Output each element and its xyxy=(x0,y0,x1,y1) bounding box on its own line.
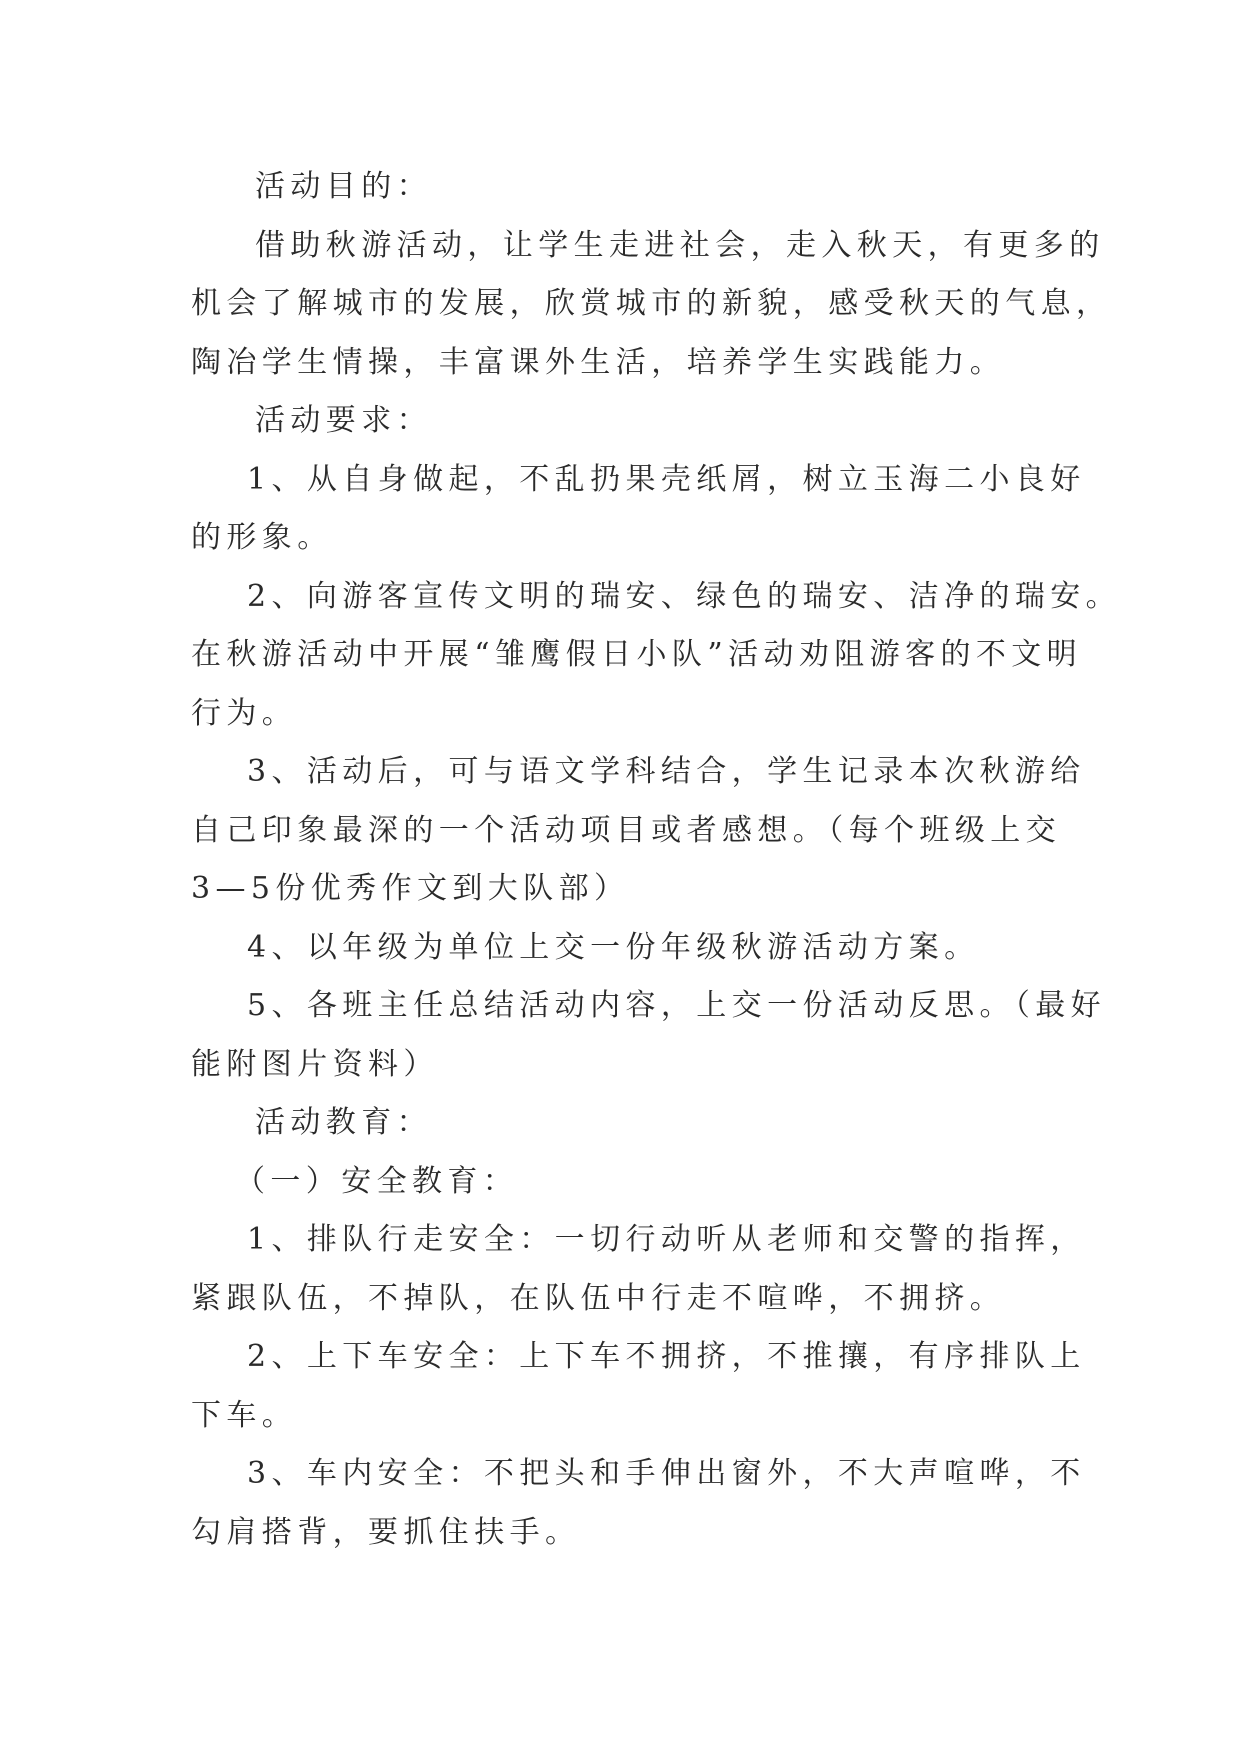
list-item-line: 4、以年级为单位上交一份年级秋游活动方案。 xyxy=(247,929,980,965)
list-item-line: 下车。 xyxy=(191,1397,298,1433)
document-body xyxy=(191,158,1122,1562)
list-item-line: 自己印象最深的一个活动项目或者感想。（每个班级上交 xyxy=(191,812,1061,848)
list-item-line: 能附图片资料） xyxy=(191,1046,439,1082)
paragraph-line: 借助秋游活动，让学生走进社会，走入秋天，有更多的 xyxy=(255,227,1105,263)
list-item-line: 3、活动后，可与语文学科结合，学生记录本次秋游给 xyxy=(247,754,1086,789)
heading-requirements: 活动要求： xyxy=(255,403,432,438)
list-item-line: 5、各班主任总结活动内容，上交一份活动反思。（最好 xyxy=(247,988,1107,1023)
list-item-line: 3、车内安全：不把头和手伸出窗外，不大声喧哗，不 xyxy=(247,1456,1086,1491)
list-item-line: 1、排队行走安全：一切行动听从老师和交警的指挥， xyxy=(247,1222,1086,1257)
heading-purpose: 活动目的： xyxy=(255,169,432,204)
heading-education: 活动教育： xyxy=(255,1105,432,1140)
subheading-safety: （一）安全教育： xyxy=(235,1163,519,1199)
list-item-line: 2、向游客宣传文明的瑞安、绿色的瑞安、洁净的瑞安。 xyxy=(247,578,1122,614)
list-item-line: 在秋游活动中开展“雏鹰假日小队”活动劝阻游客的不文明 xyxy=(191,637,1083,672)
list-item-line: 行为。 xyxy=(191,695,298,731)
list-item-line: 的形象。 xyxy=(191,520,333,555)
list-item-line: 勾肩搭背，要抓住扶手。 xyxy=(191,1514,581,1550)
paragraph-line: 机会了解城市的发展，欣赏城市的新貌，感受秋天的气息， xyxy=(191,286,1112,321)
list-item-line: 3—5份优秀作文到大队部） xyxy=(191,871,630,906)
list-item-line: 紧跟队伍，不掉队，在队伍中行走不喧哗，不拥挤。 xyxy=(191,1280,1006,1316)
list-item-line: 2、上下车安全：上下车不拥挤，不推攘，有序排队上 xyxy=(247,1339,1086,1374)
paragraph-line: 陶冶学生情操，丰富课外生活，培养学生实践能力。 xyxy=(191,344,1006,380)
list-item-line: 1、从自身做起，不乱扔果壳纸屑，树立玉海二小良好 xyxy=(247,461,1086,497)
